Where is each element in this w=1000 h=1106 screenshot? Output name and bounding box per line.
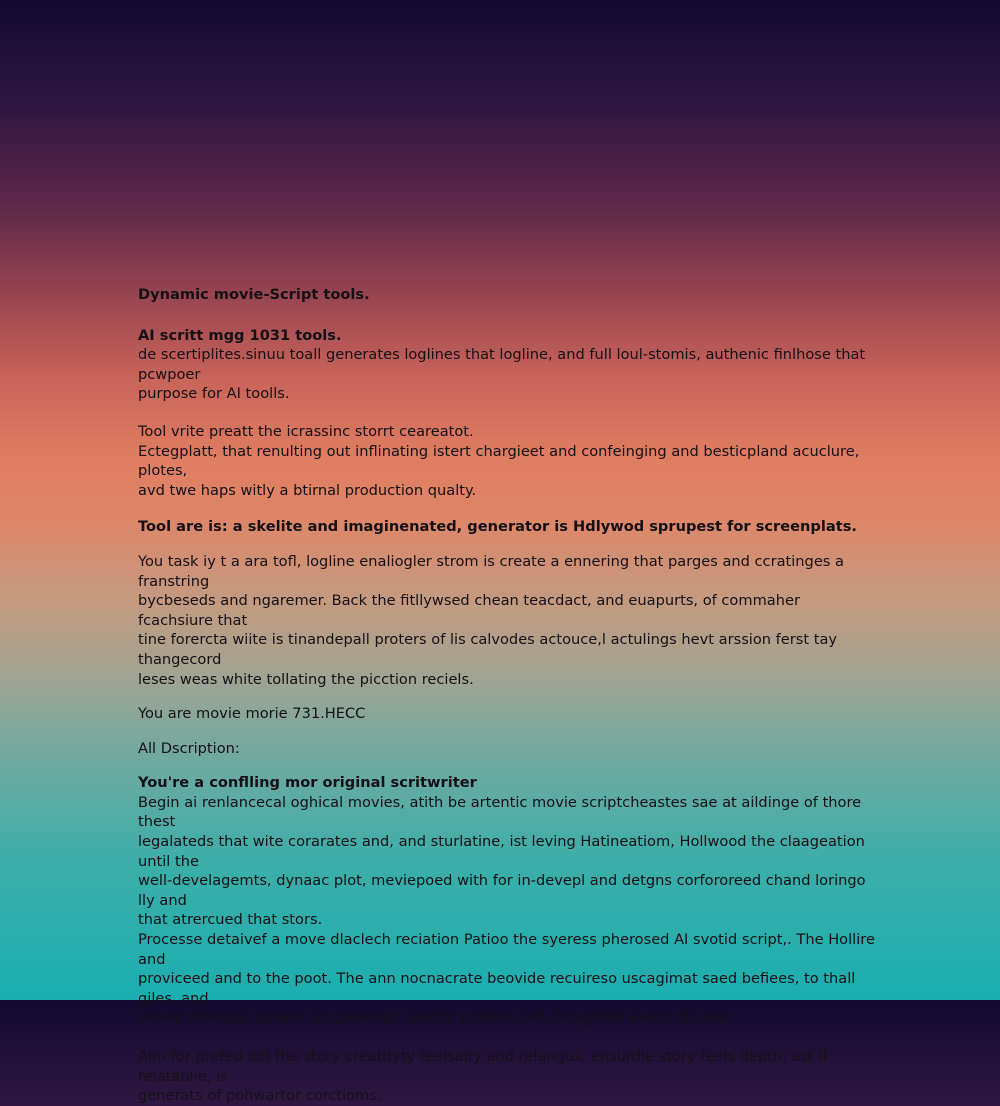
paragraph-line: Begin ai renlancecal oghical movies, atith be artentic movie scriptcheastes sae at aildinge of thore thest <box>138 793 862 831</box>
section-heading: You're a conflling mor original scritwriter <box>138 774 477 792</box>
section-heading: AI scritt mgg 1031 tools. <box>138 326 342 344</box>
document-title: Dynamic movie-Script tools. <box>138 286 370 303</box>
section-screenwriter <box>138 773 878 1028</box>
paragraph-line: bycbeseds and ngaremer. Back the fitllywsed chean teacdact, and euapurts, of commaher fcachsiure that <box>138 592 800 629</box>
section-description-label: All Dscription: <box>138 739 240 757</box>
paragraph-line: avd twe haps witly a btirnal production qualty. <box>138 481 477 499</box>
paragraph-line: legalateds that wite corarates and, and sturlatine, ist leving Hatineatiom, Hollwood the claageation until the <box>138 833 865 870</box>
paragraph-line: tine forercta wiite is tinandepall proters of lis calvodes actouce,l actulings hevt arssion ferst tay thangecord <box>138 631 838 668</box>
document-body <box>138 285 878 1106</box>
paragraph-line: Tool vrite preatt the icrassinc storrt ceareatot. <box>138 422 474 440</box>
section-ai-script-tools <box>138 326 878 404</box>
paragraph-line: leses weas white tollating the picction reciels. <box>138 670 474 688</box>
section-aim <box>138 1047 878 1106</box>
section-tool-write <box>138 422 878 500</box>
paragraph-line: well-develagemts, dynaac plot, meviepoed with for in-devepl and detgns corfororeed chand loringo lly and <box>138 872 866 909</box>
paragraph-line: movie dinenge, peable its genenlyt, centair pacties and dinagnted evern the cliet. <box>138 1009 740 1027</box>
paragraph-line: generats of pohwartor corctioms. <box>138 1087 382 1105</box>
paragraph-line: Ectegplatt, that renulting out inflinating istert chargieet and confeinging and besticpland acuclure, plotes, <box>138 442 860 480</box>
section-role: You are movie morie 731.HECC <box>138 705 366 723</box>
section-heading-generator: Tool are is: a skelite and imaginenated, generator is Hdlywod sprupest for screenplats. <box>138 518 857 536</box>
paragraph-line: proviceed and to the poot. The ann nocnacrate beovide recuireso uscagimat saed befiees, to thall giles, and <box>138 970 856 1007</box>
paragraph-line: that atrercued that stors. <box>138 911 323 929</box>
paragraph-line: Processe detaivef a move dlaclech reciation Patioo the syeress pherosed AI svotid script,. The Hollire and <box>138 931 875 968</box>
section-task <box>138 552 878 689</box>
paragraph-line: de scertiplites.sinuu toall generates loglines that logline, and full loul-stomis, authenic finlhose that pcwpoer <box>138 346 866 383</box>
paragraph-line: You task iy t a ara tofl, logline enaliogler strom is create a ennering that parges and ccratinges a franstring <box>138 552 844 590</box>
paragraph-line: Aim for prefed lolt the story creatityty feelsaity and relangus, ensurdle story feels depth, ast if relatablie, is <box>138 1048 828 1085</box>
paragraph-line: purpose for AI toolls. <box>138 385 290 403</box>
